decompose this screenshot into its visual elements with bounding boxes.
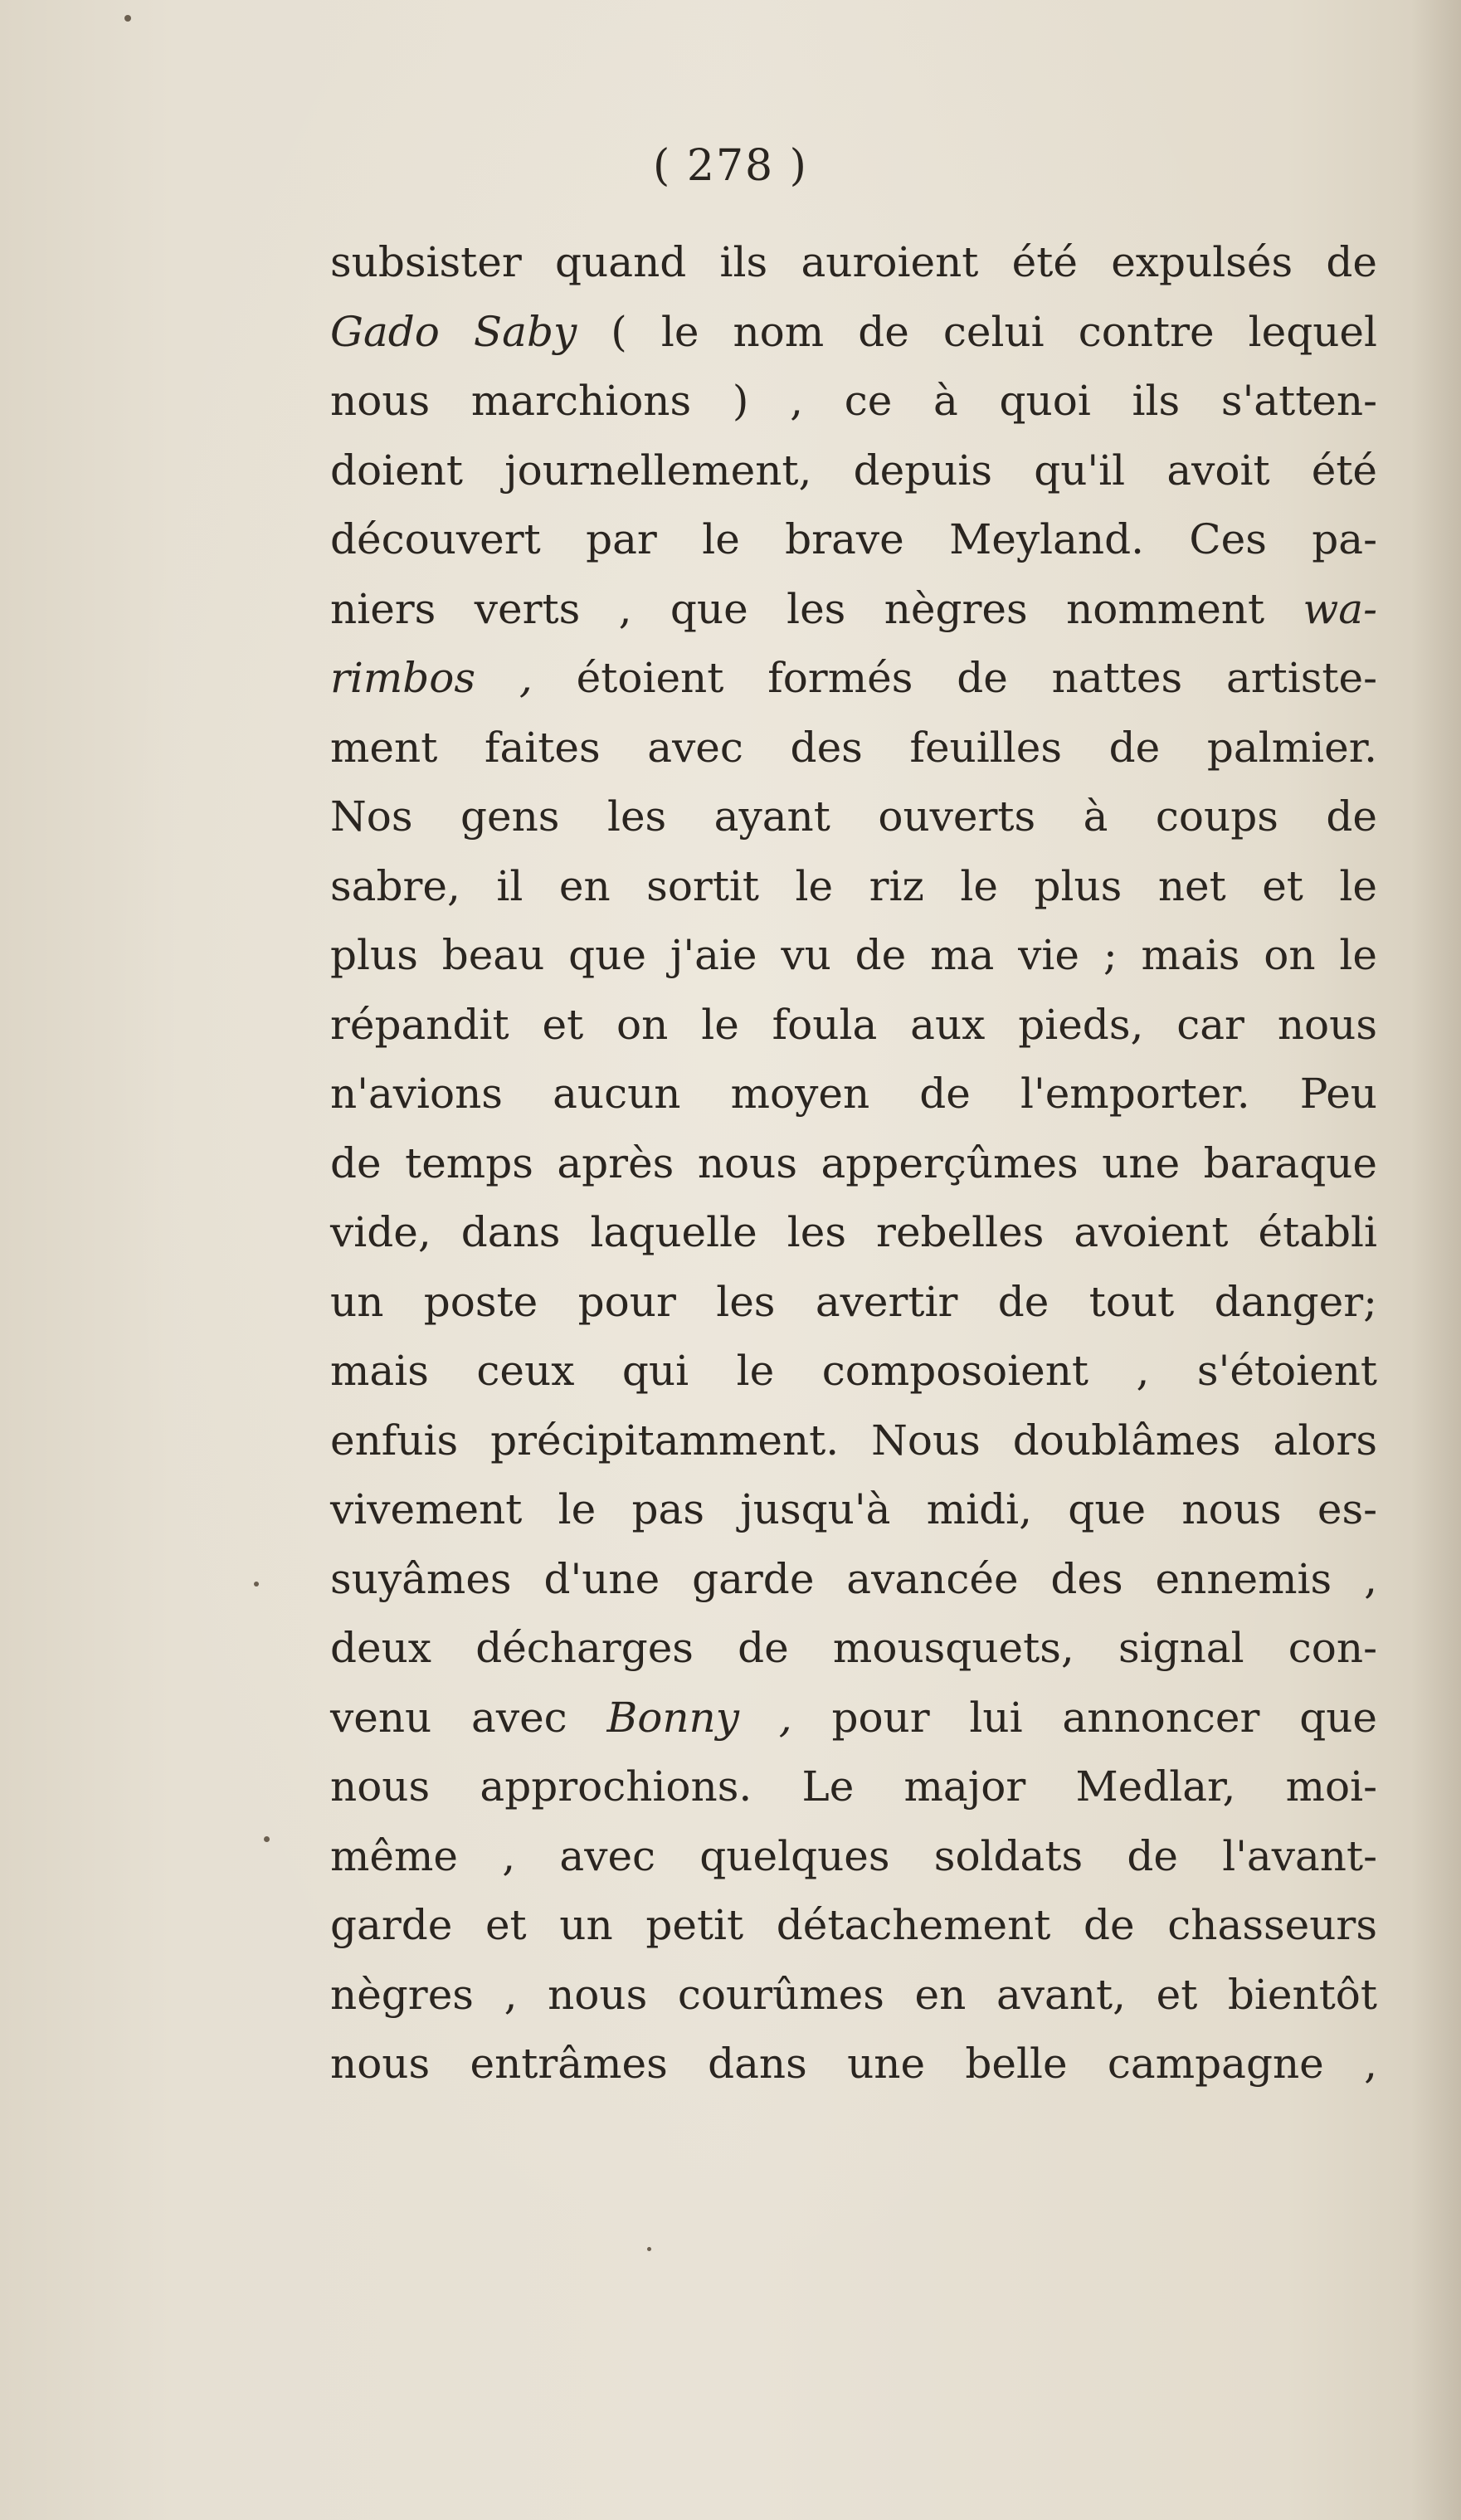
text-segment: garde et un petit détachement de chasseurs [330,1901,1377,1949]
page-gutter-shadow [1411,0,1461,2520]
text-line [330,1614,1377,1684]
text-segment: vivement le pas jusqu'à midi, que nous es- [330,1485,1377,1533]
text-line [330,1268,1377,1338]
text-line [330,714,1377,783]
text-segment: découvert par le brave Meyland. Ces pa- [330,515,1377,563]
text-line [330,367,1377,436]
italic-segment: Gado Saby [330,307,577,356]
text-segment: mais ceux qui le composoient , s'étoient [330,1347,1377,1395]
text-segment: venu avec [330,1693,607,1742]
text-line [330,1891,1377,1961]
text-line [330,852,1377,922]
text-segment: sabre, il en sortit le riz le plus net et le [330,861,1377,910]
italic-segment: rimbos , [330,654,533,702]
text-segment: étoient formés de nattes artiste- [532,654,1377,702]
text-line [330,1752,1377,1822]
page-number: ( 278 ) [653,141,808,191]
text-line [330,436,1377,506]
text-segment: plus beau que j'aie vu de ma vie ; mais on le [330,931,1377,979]
text-line [330,644,1377,714]
text-line [330,991,1377,1060]
text-segment: un poste pour les avertir de tout danger; [330,1277,1377,1326]
text-segment: de temps après nous apperçûmes une baraque [330,1138,1377,1187]
text-segment: nous marchions ) , ce à quoi ils s'atten- [330,377,1377,425]
text-line [330,1198,1377,1268]
text-segment: nègres , nous courûmes en avant, et bientôt [330,1970,1377,2019]
text-segment: doient journellement, depuis qu'il avoit été [330,446,1377,495]
text-line [330,921,1377,991]
text-segment: pour lui annoncer que [791,1693,1377,1742]
text-segment: Nos gens les ayant ouverts à coups de [330,792,1377,841]
text-line [330,1060,1377,1129]
text-line [330,1545,1377,1615]
text-segment: subsister quand ils auroient été expulsés de [330,238,1377,286]
text-segment: niers verts , que les nègres nomment [330,584,1303,633]
text-line [330,1684,1377,1753]
text-segment: suyâmes d'une garde avancée des ennemis , [330,1554,1377,1603]
text-line [330,298,1377,368]
paper-speck [254,1582,259,1587]
text-line [330,782,1377,852]
text-segment: répandit et on le foula aux pieds, car nous [330,1000,1377,1049]
text-segment: même , avec quelques soldats de l'avant- [330,1831,1377,1880]
paper-speck [647,2247,651,2251]
text-line [330,575,1377,645]
text-line [330,2030,1377,2099]
text-segment: nous entrâmes dans une belle campagne , [330,2040,1377,2088]
text-line [330,1475,1377,1545]
paper-speck [124,15,131,22]
text-line [330,228,1377,298]
italic-segment: Bonny , [606,1693,792,1742]
text-line [330,1406,1377,1476]
text-segment: n'avions aucun moyen de l'emporter. Peu [330,1070,1377,1118]
text-segment: nous approchions. Le major Medlar, moi- [330,1762,1377,1811]
text-segment: ment faites avec des feuilles de palmier. [330,723,1377,772]
text-line [330,1822,1377,1892]
text-segment: vide, dans laquelle les rebelles avoient établi [330,1208,1377,1256]
body-text [330,228,1377,2099]
text-segment: ( le nom de celui contre lequel [577,307,1377,356]
text-line [330,1337,1377,1406]
text-line [330,1961,1377,2030]
paper-speck [264,1836,270,1842]
italic-segment: wa- [1303,584,1377,633]
text-line [330,505,1377,575]
text-segment: deux décharges de mousquets, signal con- [330,1624,1377,1672]
text-line [330,1129,1377,1199]
text-segment: enfuis précipitamment. Nous doublâmes alors [330,1416,1377,1465]
